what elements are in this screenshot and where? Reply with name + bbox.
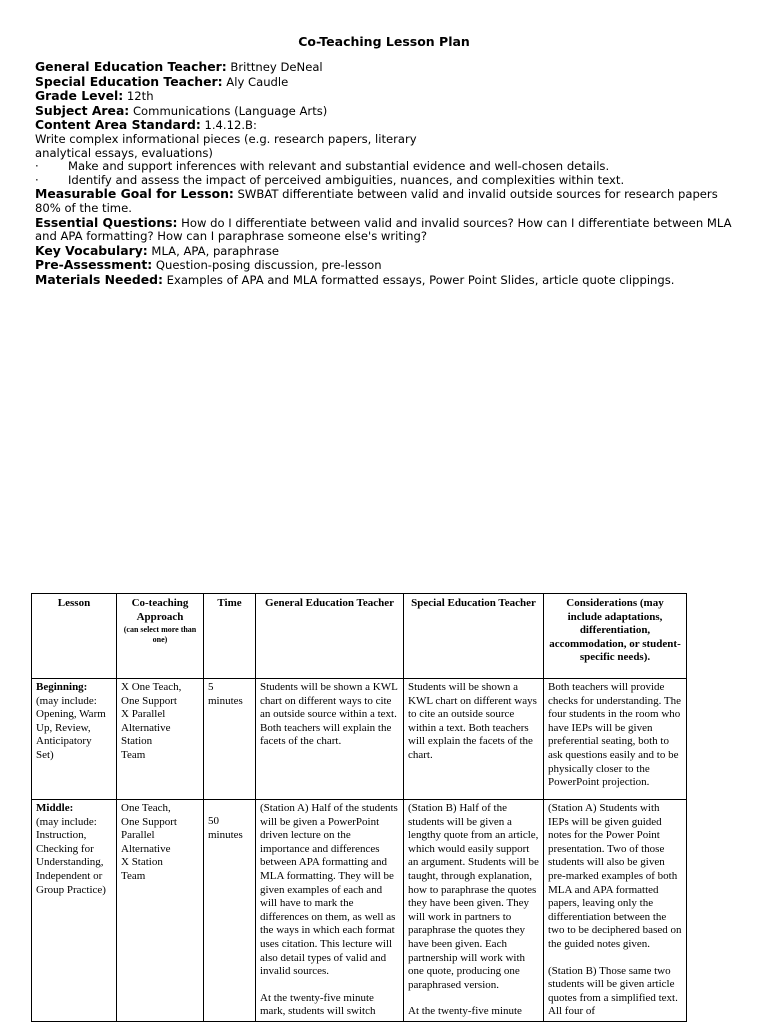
approach-option: X One Teach,: [121, 681, 182, 693]
essential-questions-value: How do I differentiate between valid and invalid sources? How can I differentiate between MLA and APA formatting? How can I paraphrase someone else's writing?: [35, 215, 732, 244]
gen-ed-teacher-label: General Education Teacher:: [35, 59, 227, 74]
approach-option: Alternative: [121, 721, 171, 734]
standard-bullet-2: [35, 174, 735, 188]
approach-option: One Support: [121, 815, 177, 828]
pre-assessment-value: Question-posing discussion, pre-lesson: [152, 258, 382, 273]
beginning-time-cell: 5 minutes: [204, 679, 256, 800]
lesson-header: [35, 60, 735, 288]
subject-area-value: Communications (Language Arts): [129, 103, 328, 118]
beginning-label: Beginning:: [36, 681, 88, 693]
middle-sped-p2: At the twenty-five minute: [408, 1005, 522, 1018]
middle-gen-ed-p2: At the twenty-five minute mark, students will switch: [260, 991, 376, 1018]
header-lesson: Lesson: [32, 594, 117, 679]
standard-bullet-2-text: Identify and assess the impact of perceived ambiguities, nuances, and complexities within text.: [68, 172, 625, 187]
pre-assessment-row: [35, 258, 735, 273]
middle-time-cell: [204, 800, 256, 1022]
beginning-sped-cell: Students will be shown a KWL chart on different ways to cite an outside source within a text. Both teachers will explain the facets of the chart.: [404, 679, 544, 800]
beginning-lesson-cell: [32, 679, 117, 800]
bullet-icon: ·: [35, 172, 39, 187]
middle-considerations-cell: [544, 800, 687, 1022]
key-vocabulary-label: Key Vocabulary:: [35, 242, 148, 258]
content-standard-row: [35, 118, 735, 133]
sped-teacher-row: [35, 75, 735, 90]
header-time: Time: [204, 594, 256, 679]
middle-considerations-p2: (Station B) Those same two students will be given article quotes from a simplified text. All four of: [548, 964, 678, 1018]
key-vocabulary-row: [35, 244, 735, 259]
materials-value: Examples of APA and MLA formatted essays, Power Point Slides, article quote clippings.: [162, 272, 675, 287]
subject-area-row: [35, 104, 735, 119]
header-gen-ed: General Education Teacher: [256, 594, 404, 679]
standard-text-line-1: Write complex informational pieces (e.g. research papers, literary: [35, 131, 417, 146]
middle-lesson-cell: [32, 800, 117, 1022]
table-row-beginning: [32, 679, 687, 800]
sped-teacher-label: Special Education Teacher:: [35, 73, 223, 89]
grade-level-value: 12th: [123, 89, 154, 104]
approach-option: One Support: [121, 694, 177, 707]
materials-row: [35, 273, 735, 288]
beginning-considerations-cell: Both teachers will provide checks for understanding. The four students in the room who have IEPs will be given preferential seating, both to ask questions easily and to be physically closer to the PowerPoint projection.: [544, 679, 687, 800]
grade-level-row: [35, 89, 735, 104]
materials-label: Materials Needed:: [35, 271, 163, 287]
measurable-goal-row: [35, 187, 735, 215]
content-standard-label: Content Area Standard:: [35, 117, 201, 133]
subject-area-label: Subject Area:: [35, 102, 130, 118]
middle-considerations-p1: (Station A) Students with IEPs will be given guided notes for the Power Point presentation. Two of those students will also be given pre-marked examples of both MLA and APA formatted papers, leaving only the differentiation between the two to be deciphered based on the guided notes given.: [548, 802, 682, 950]
middle-time-value: 50 minutes: [208, 815, 243, 841]
standard-bullet-1-text: Make and support inferences with relevant and substantial evidence and well-chosen details.: [68, 159, 610, 174]
header-approach: [117, 594, 204, 679]
table-header-row: [32, 594, 687, 679]
lesson-plan-table: [31, 593, 687, 1022]
header-considerations: Considerations (may include adaptations, differentiation, accommodation, or student- specific needs).: [544, 594, 687, 679]
header-approach-label: Co-teaching Approach: [131, 597, 189, 623]
approach-option: X Station: [121, 856, 163, 869]
grade-level-label: Grade Level:: [35, 88, 124, 104]
approach-option: Alternative: [121, 842, 171, 855]
page-title: Co-Teaching Lesson Plan: [298, 34, 470, 49]
approach-option: Team: [121, 869, 146, 882]
key-vocabulary-value: MLA, APA, paraphrase: [147, 243, 280, 258]
standard-bullet-1: [35, 160, 735, 174]
header-sped: Special Education Teacher: [404, 594, 544, 679]
approach-option: Parallel: [121, 829, 155, 842]
beginning-gen-ed-cell: Students will be shown a KWL chart on different ways to cite an outside source within a text. Both teachers will explain the facets of the chart.: [256, 679, 404, 800]
approach-option: X Parallel: [121, 708, 166, 721]
measurable-goal-label: Measurable Goal for Lesson:: [35, 186, 234, 202]
content-standard-value: 1.4.12.B:: [200, 118, 257, 133]
middle-label: Middle:: [36, 802, 74, 814]
middle-approach-cell: [117, 800, 204, 1022]
middle-sped-cell: [404, 800, 544, 1022]
beginning-desc: (may include: Opening, Warm Up, Review, Anticipatory Set): [36, 694, 106, 761]
gen-ed-teacher-row: [35, 60, 735, 75]
bullet-icon: ·: [35, 159, 39, 174]
approach-option: Station: [121, 735, 153, 748]
measurable-goal-value: SWBAT differentiate between valid and invalid outside sources for research papers 80% of the time.: [35, 187, 718, 215]
gen-ed-teacher-value: Brittney DeNeal: [226, 60, 323, 74]
approach-option: One Teach,: [121, 802, 171, 814]
middle-gen-ed-cell: [256, 800, 404, 1022]
beginning-approach-cell: [117, 679, 204, 800]
middle-sped-p1: (Station B) Half of the students will be given a lengthy quote from an article, which would easily support an argument. Students will be taught, through explanation, how to paraphrase the quotes they have been given. They will work in partners to paraphrase the quotes they have been given. Each partnership will work with one quote, producing one paraphrased version.: [408, 802, 539, 991]
table-row-middle: [32, 800, 687, 1022]
essential-questions-row: [35, 216, 735, 244]
middle-gen-ed-p1: (Station A) Half of the students will be given a PowerPoint driven lecture on the importance and differences between APA formatting and MLA formatting. They will be given examples of each and will have to mark the differences on them, as well as the ways in which each format uses citation. This lecture will also detail types of valid and invalid sources.: [260, 802, 398, 978]
header-approach-note: (can select more than one): [123, 625, 197, 645]
standard-text-line-2: analytical essays, evaluations): [35, 145, 213, 160]
pre-assessment-label: Pre-Assessment:: [35, 257, 153, 273]
sped-teacher-value: Aly Caudle: [222, 74, 289, 89]
middle-desc: (may include: Instruction, Checking for Understanding, Independent or Group Practice): [36, 815, 106, 896]
approach-option: Team: [121, 748, 146, 761]
essential-questions-label: Essential Questions:: [35, 214, 178, 230]
